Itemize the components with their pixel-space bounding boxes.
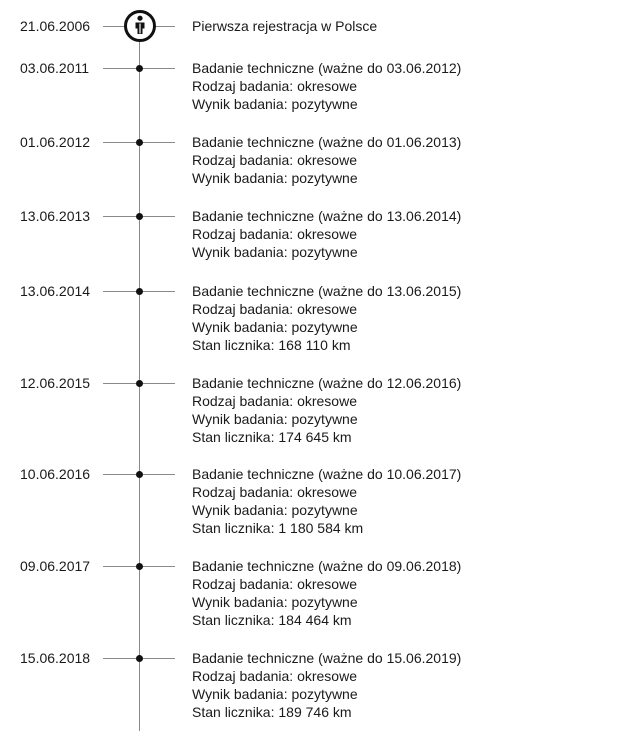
event-detail-line: Rodzaj badania: okresowe	[192, 576, 357, 592]
event-date: 10.06.2016	[20, 466, 91, 482]
event-details	[192, 133, 461, 187]
timeline-dot-icon	[136, 65, 143, 72]
event-detail-line: Stan licznika: 184 464 km	[192, 612, 352, 628]
event-detail-line: Badanie techniczne (ważne do 01.06.2013)	[192, 134, 462, 150]
event-detail-line: Wynik badania: pozytywne	[192, 170, 358, 186]
event-detail-line: Badanie techniczne (ważne do 03.06.2012)	[192, 60, 462, 76]
event-details	[192, 282, 461, 354]
event-detail-line: Wynik badania: pozytywne	[192, 594, 358, 610]
event-detail-line: Badanie techniczne (ważne do 12.06.2016)	[192, 375, 462, 391]
event-detail-line: Badanie techniczne (ważne do 15.06.2019)	[192, 650, 462, 666]
event-date: 12.06.2015	[20, 375, 91, 391]
timeline-dot-icon	[136, 288, 143, 295]
person-icon	[124, 10, 156, 42]
event-details	[192, 649, 461, 721]
timeline-dot-icon	[136, 563, 143, 570]
event-detail-line: Rodzaj badania: okresowe	[192, 78, 357, 94]
timeline-dot-icon	[136, 213, 143, 220]
event-detail-line: Badanie techniczne (ważne do 10.06.2017)	[192, 466, 462, 482]
event-detail-line: Wynik badania: pozytywne	[192, 319, 358, 335]
event-detail-line: Rodzaj badania: okresowe	[192, 226, 357, 242]
event-date: 09.06.2017	[20, 558, 91, 574]
event-detail-line: Wynik badania: pozytywne	[192, 502, 358, 518]
event-detail-line: Rodzaj badania: okresowe	[192, 152, 357, 168]
timeline-axis	[139, 25, 140, 731]
event-detail-line: Stan licznika: 189 746 km	[192, 704, 352, 720]
event-date: 15.06.2018	[20, 650, 91, 666]
event-date: 21.06.2006	[20, 18, 91, 34]
event-date: 01.06.2012	[20, 134, 91, 150]
timeline-dot-icon	[136, 380, 143, 387]
event-detail-line: Wynik badania: pozytywne	[192, 411, 358, 427]
event-details	[192, 207, 461, 261]
event-detail-line: Wynik badania: pozytywne	[192, 686, 358, 702]
event-detail-line: Wynik badania: pozytywne	[192, 96, 358, 112]
event-details	[192, 374, 461, 446]
event-detail-line: Wynik badania: pozytywne	[192, 244, 358, 260]
event-detail-line: Rodzaj badania: okresowe	[192, 393, 357, 409]
timeline-dot-icon	[136, 471, 143, 478]
event-details	[192, 557, 461, 629]
timeline-dot-icon	[136, 139, 143, 146]
event-details	[192, 465, 461, 537]
event-detail-line: Stan licznika: 174 645 km	[192, 429, 352, 445]
timeline-dot-icon	[136, 655, 143, 662]
event-date: 13.06.2013	[20, 208, 91, 224]
event-detail-line: Rodzaj badania: okresowe	[192, 668, 357, 684]
event-detail-line: Badanie techniczne (ważne do 13.06.2015)	[192, 283, 462, 299]
event-detail-line: Rodzaj badania: okresowe	[192, 301, 357, 317]
event-detail-line: Stan licznika: 168 110 km	[192, 337, 351, 353]
event-detail-line: Badanie techniczne (ważne do 09.06.2018)	[192, 558, 462, 574]
event-details	[192, 17, 377, 35]
event-detail-line: Rodzaj badania: okresowe	[192, 484, 357, 500]
event-description: Pierwsza rejestracja w Polsce	[192, 18, 378, 34]
event-detail-line: Badanie techniczne (ważne do 13.06.2014)	[192, 208, 462, 224]
event-details	[192, 59, 461, 113]
event-date: 13.06.2014	[20, 283, 91, 299]
event-date: 03.06.2011	[20, 60, 90, 76]
event-detail-line: Stan licznika: 1 180 584 km	[192, 520, 364, 536]
